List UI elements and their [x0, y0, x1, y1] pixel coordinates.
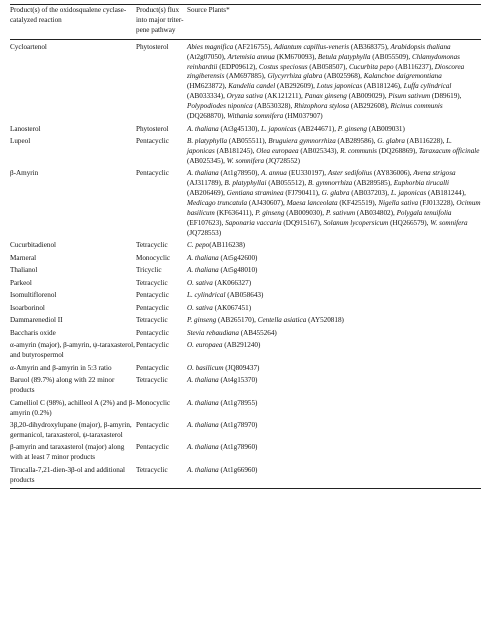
source-plants-cell	[187, 466, 481, 489]
species-name: A. thaliana	[187, 266, 219, 275]
accession-id: (FJ013228),	[418, 199, 457, 208]
table-body	[10, 39, 481, 489]
species-name: Polygala tenuifolia	[396, 209, 452, 217]
product-cell: α-Amyrin and β-amyrin in 5:3 ratio	[10, 363, 112, 372]
species-name: Rhizophora stylosa	[294, 102, 350, 111]
species-name: Centella asiatica	[257, 316, 307, 325]
species-name: P. ginseng	[255, 209, 285, 217]
table-row	[10, 279, 481, 292]
accession-id: (KM670093),	[274, 52, 318, 61]
species-name: Arabidopsis thaliana	[390, 42, 451, 51]
source-plants-cell	[187, 169, 481, 241]
accession-id: (DQ915167),	[281, 218, 324, 227]
accession-id: (AB055512),	[266, 179, 308, 188]
species-name: O. sativa	[187, 278, 213, 287]
source-plants-cell	[187, 304, 481, 317]
species-name: Costus speciosus	[258, 62, 308, 71]
species-name: L. japonicas	[261, 124, 297, 133]
species-name: Ocimum basilicum	[187, 199, 481, 217]
species-name: Polypodiodes niponica	[187, 102, 253, 111]
table-row	[10, 443, 481, 465]
flux-cell: Monocyclic	[136, 253, 171, 262]
accession-id: (AB181244),	[426, 189, 466, 198]
product-cell: Cycloartenol	[10, 42, 47, 51]
species-name: A. thaliana	[187, 124, 219, 133]
accession-id: (D89619),	[430, 92, 462, 101]
flux-cell: Phytosterol	[136, 124, 169, 133]
species-name: Dioscorea zingiberensis	[187, 62, 465, 81]
accession-id: (JQ728552)	[264, 156, 301, 165]
accession-id: (EDP09612),	[217, 62, 259, 71]
table-row	[10, 266, 481, 279]
accession-id: (AB455264)	[238, 328, 277, 337]
accession-id: (AY520818)	[306, 316, 344, 325]
species-name: Avena strigosa	[413, 169, 456, 178]
accession-id: (At1g78950),	[218, 169, 261, 178]
accession-id: (AB055509),	[370, 52, 412, 61]
flux-cell: Pentacyclic	[136, 328, 169, 337]
flux-cell: Tetracyclic	[136, 316, 168, 325]
table-row	[10, 341, 481, 363]
species-name: Saponaria vaccaria	[225, 218, 282, 227]
product-cell: Tirucalla-7,21-dien-3β-ol and additional products	[10, 466, 136, 489]
flux-cell: Pentacyclic	[136, 291, 169, 300]
species-name: B. gymnorrhiza	[307, 179, 353, 188]
source-plants-cell	[187, 364, 481, 377]
table-row	[10, 291, 481, 304]
accession-id: (KF425519),	[337, 199, 379, 208]
accession-id: (AB055511),	[227, 137, 269, 146]
accession-id: (AB265170),	[216, 316, 258, 325]
table-header	[10, 5, 481, 40]
product-cell: Baruol (89.7%) along with 22 minor products	[10, 376, 115, 395]
accession-id: (AB530328),	[252, 102, 295, 111]
species-name: Cucurbita pepo	[348, 62, 394, 71]
accession-id: (AK067451)	[212, 303, 252, 312]
table-row	[10, 329, 481, 342]
species-name: L. cylindrical	[187, 291, 226, 300]
species-name: Oryza sativa	[226, 92, 263, 101]
species-name: Pisum sativum	[388, 92, 431, 101]
accession-id: (AB291240)	[222, 341, 261, 350]
flux-cell: Tetracyclic	[136, 466, 187, 489]
table-row	[10, 466, 481, 489]
source-plants-cell	[187, 399, 481, 421]
source-plants-cell	[187, 329, 481, 342]
product-cell: Lupeol	[10, 137, 31, 146]
accession-id: (AK121211),	[262, 92, 305, 101]
species-name: Maesa lanceolata	[286, 199, 338, 208]
species-name: Ricinus communis	[390, 102, 443, 111]
species-name: A. thaliana	[187, 253, 219, 262]
flux-cell: Pentacyclic	[136, 363, 169, 372]
table-row	[10, 125, 481, 138]
table-row	[10, 169, 481, 241]
species-name: A. thaliana	[187, 465, 219, 474]
table-row	[10, 241, 481, 254]
species-name: Glycyrrhiza glabra	[267, 72, 323, 81]
species-name: Medicago truncatula	[187, 199, 248, 208]
accession-id: (AB037203),	[349, 189, 391, 198]
flux-cell: Pentacyclic	[136, 341, 169, 350]
table-row	[10, 137, 481, 169]
accession-id: (AB009030),	[284, 209, 326, 217]
species-name: Kalanchoe daigremontiana	[363, 72, 442, 81]
table-row	[10, 364, 481, 377]
accession-id: (AJ311789),	[187, 179, 225, 188]
table-row	[10, 421, 481, 443]
species-name: A. thaliana	[187, 421, 219, 430]
species-name: L. japonicas	[187, 137, 452, 155]
species-name: C. pepo	[187, 241, 210, 250]
species-name: A. annua	[261, 169, 287, 178]
accession-id: (AB025343),	[298, 146, 341, 155]
accession-id: (AB058507),	[307, 62, 349, 71]
product-cell: 3β,20-dihydroxylupane (major), β-amyrin, germanicol, taraxasterol, ψ-taraxasterol	[10, 421, 132, 439]
product-cell: Parkeol	[10, 278, 32, 287]
species-name: O. sativa	[187, 303, 213, 312]
species-name: Chlamydomonas reinhardtii	[187, 52, 460, 71]
accession-id: (At1g78970)	[218, 421, 258, 430]
accession-id: (AJ430607),	[247, 199, 287, 208]
species-name: Gentiana straminea	[226, 189, 284, 198]
product-cell: Thalianol	[10, 266, 38, 275]
accession-id: (AB292608),	[349, 102, 391, 111]
accession-id: (At5g42600)	[218, 253, 258, 262]
product-cell: Isoarborinol	[10, 303, 45, 312]
species-name: Betula platyphylla	[317, 52, 371, 61]
species-name: O. basilicum	[187, 363, 224, 372]
source-plants-cell	[187, 137, 481, 169]
species-name: W. somnifera	[226, 156, 265, 165]
source-plants-cell	[187, 421, 481, 443]
accession-id: (AF216755),	[233, 42, 274, 51]
accession-id: (AB206469),	[187, 189, 227, 198]
species-name: G. glabra	[377, 137, 405, 146]
species-name: O. europaea	[187, 341, 223, 350]
accession-id: (At5g48010)	[218, 266, 258, 275]
product-cell: Dammarenediol II	[10, 316, 63, 325]
product-cell: β-Amyrin	[10, 169, 39, 178]
source-plants-cell	[187, 241, 481, 254]
accession-id: (At1g66960)	[218, 465, 258, 474]
source-plants-cell	[187, 279, 481, 292]
species-name: Withania somnifera	[227, 112, 284, 121]
species-name: Taraxacum officinale	[418, 146, 480, 155]
header-product: Product(s) of the oxidosqualene cyclase-catalyzed reaction	[10, 5, 136, 40]
accession-id: (JQ809437)	[223, 363, 260, 372]
accession-id: (JQ728553)	[187, 228, 222, 237]
source-plants-cell	[187, 125, 481, 138]
source-plants-cell	[187, 443, 481, 465]
flux-cell: Tetracyclic	[136, 278, 168, 287]
species-name: B. platyphylla	[187, 137, 228, 146]
accession-id: (At1g78960)	[218, 443, 258, 452]
species-name: Luffa cylindrical	[403, 82, 452, 91]
table-row	[10, 376, 481, 398]
accession-id: (AB025968),	[322, 72, 364, 81]
accession-id: (AB009029),	[346, 92, 389, 101]
flux-cell: Pentacyclic	[136, 443, 169, 452]
species-name: Abies magnifica	[187, 42, 234, 51]
accession-id: (At1g78955)	[218, 398, 258, 407]
product-cell: β-amyrin and taraxasterol (major) along with at least 7 minor products	[10, 443, 125, 462]
accession-id: (AB058643)	[225, 291, 264, 300]
species-name: B. platyphyllai	[224, 179, 267, 188]
source-plants-cell	[187, 316, 481, 329]
header-source: Source Plants*	[187, 5, 481, 40]
accession-id: (HM037907)	[283, 112, 323, 121]
species-name: Solanum lycopersicum	[323, 218, 389, 227]
species-name: Euphorbia tirucalli	[393, 179, 450, 188]
species-name: P. ginseng	[337, 124, 367, 133]
table-row	[10, 304, 481, 317]
flux-cell: Tricyclic	[136, 266, 162, 275]
flux-cell: Monocyclic	[136, 398, 171, 407]
species-name: Panax ginseng	[304, 92, 347, 101]
accession-id: (AB116238)	[209, 241, 246, 250]
species-name: L. japonicas	[390, 189, 427, 198]
product-cell: Baccharis oxide	[10, 328, 56, 337]
source-plants-cell	[187, 39, 481, 124]
accession-id: (At2g07050),	[187, 52, 228, 61]
species-name: Kandelia candel	[228, 82, 276, 91]
species-name: Bruguiera gymnorrhiza	[268, 137, 336, 146]
product-cell: Cucurbitadienol	[10, 241, 57, 250]
accession-id: (AK066327)	[212, 278, 252, 287]
species-name: Aster sedifolius	[327, 169, 373, 178]
accession-id: (EF107623),	[187, 218, 226, 227]
species-name: G. glabra	[321, 189, 350, 198]
header-flux: Product(s) flux into major triter- pene pathway	[136, 5, 187, 40]
flux-cell: Pentacyclic	[136, 169, 169, 178]
accession-id: (AB025345),	[187, 156, 227, 165]
source-plants-cell	[187, 291, 481, 304]
flux-cell: Pentacyclic	[136, 421, 169, 430]
species-name: Stevia rebaudiana	[187, 328, 239, 337]
accession-id: (AB244671),	[296, 124, 338, 133]
species-name: P. sativum	[325, 209, 356, 217]
accession-id: (AB033334),	[187, 92, 227, 101]
product-cell: Isomultiflorenol	[10, 291, 57, 300]
species-name: Olea europaea	[256, 146, 299, 155]
accession-id: (DQ268869),	[376, 146, 419, 155]
source-plants-cell	[187, 254, 481, 267]
accession-id: (At4g15370)	[218, 376, 258, 385]
accession-id: (EU330197),	[286, 169, 328, 178]
table-row	[10, 316, 481, 329]
table-row	[10, 399, 481, 421]
accession-id: (AB368375),	[349, 42, 391, 51]
source-plants-cell	[187, 376, 481, 398]
flux-cell: Tetracyclic	[136, 241, 168, 250]
species-name: Artemisia annua	[227, 52, 275, 61]
accession-id: (AB116228),	[405, 137, 447, 146]
product-cell: Lanosterol	[10, 124, 41, 133]
flux-cell: Phytosterol	[136, 42, 169, 51]
accession-id: (AM697885),	[224, 72, 268, 81]
species-name: Nigella sativa	[378, 199, 419, 208]
species-name: A. thaliana	[187, 398, 219, 407]
species-name: A. thaliana	[187, 443, 219, 452]
product-cell: Marneral	[10, 253, 37, 262]
accession-id: (DQ268870),	[187, 112, 228, 121]
table-row	[10, 254, 481, 267]
table-row	[10, 39, 481, 124]
flux-cell: Tetracyclic	[136, 376, 168, 385]
accession-id: (AB289586),	[335, 137, 378, 146]
source-plants-cell	[187, 341, 481, 363]
accession-id: (FJ790411),	[283, 189, 322, 198]
accession-id: (HQ266579),	[388, 218, 431, 227]
species-name: Adiantum capillus-veneris	[273, 42, 350, 51]
accession-id: (AB181246),	[362, 82, 404, 91]
source-plants-cell	[187, 266, 481, 279]
product-cell: Camelliol C (98%), achilleol A (2%) and β-amyrin (0.2%)	[10, 398, 135, 417]
accession-id: (AB034802),	[355, 209, 397, 217]
accession-id: (AB292609),	[275, 82, 317, 91]
accession-id: (AB116237),	[393, 62, 435, 71]
accession-id: (AB181245),	[214, 146, 257, 155]
species-name: Lotus japonicas	[316, 82, 363, 91]
accession-id: (At3g45130),	[218, 124, 261, 133]
species-name: P. ginseng	[187, 316, 217, 325]
accession-id: (AB009031)	[367, 124, 405, 133]
product-cell: α-amyrin (major), β-amyrin, ψ-taraxasterol, and butyrospermol	[10, 341, 135, 360]
oxidosqualene-cyclase-table	[10, 4, 481, 489]
flux-cell: Pentacyclic	[136, 137, 169, 146]
species-name: R. communis	[340, 146, 377, 155]
accession-id: (AB289585),	[352, 179, 394, 188]
accession-id: (KF636411),	[214, 209, 256, 217]
species-name: A. thaliana	[187, 376, 219, 385]
accession-id: (AY836006),	[372, 169, 414, 178]
species-name: A. thaliana	[187, 169, 219, 178]
flux-cell: Pentacyclic	[136, 303, 169, 312]
accession-id: (HM623872),	[187, 82, 229, 91]
species-name: W. somnifera	[430, 218, 468, 227]
